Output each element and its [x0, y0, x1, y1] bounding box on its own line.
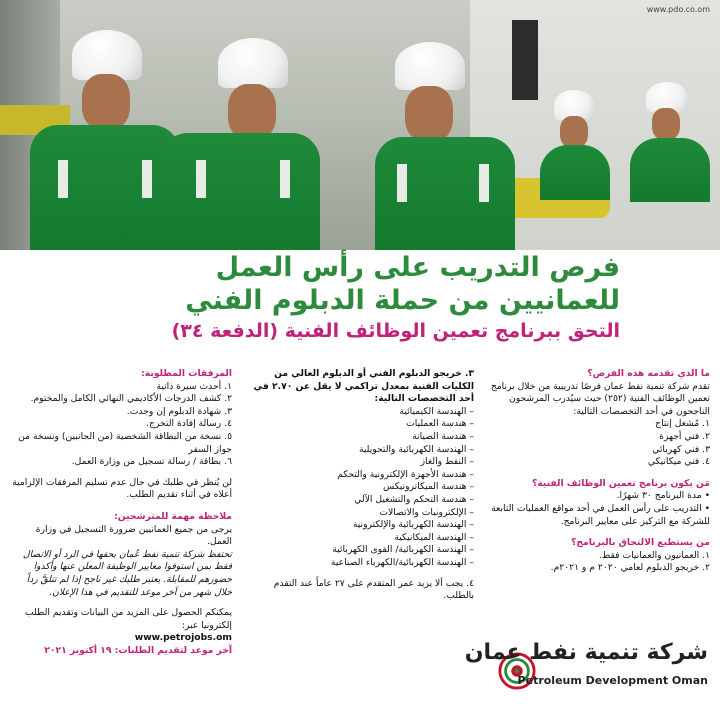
eligibility-item: ١. العمانيون والعمانيات فقط.	[598, 549, 710, 561]
attachments-note: لن يُنظر في طلبك في حال عدم تسليم المرفقات الإلزامية أعلاه في أثناء تقديم الطلب.	[12, 476, 232, 501]
photo-url: www.pdo.co.om	[646, 5, 710, 14]
specialty-item: – الهندسة الميكانيكية	[394, 531, 474, 543]
specialty-item: – الهندسة الكهربائية والتحويلية	[358, 443, 474, 455]
specialty-item: – الإلكترونيات والاتصالات	[379, 506, 474, 518]
attachment-item: ١. أحدث سيرة ذاتية	[156, 380, 232, 392]
offer-item: ١. مُشغل إنتاج	[655, 418, 710, 430]
attachment-item: ٦. بطاقة / رسالة تسجيل من وزارة العمل.	[71, 456, 232, 468]
specialty-item: – هندسة الأجهزة الإلكترونية والتحكم	[337, 468, 474, 480]
specialty-item: – الهندسة الكهربائية والإلكترونية	[352, 519, 474, 531]
apply-link[interactable]: www.petrojobs.om	[134, 632, 232, 644]
specialty-item: – هندسة الميكاترونيكس	[383, 481, 474, 493]
notice-italic: تحتفظ شركة تنمية نفط عُمان بحقها في الرد أو الاتصال فقط بمن استوفوا معايير الوظيفة المعلن عنها وأكدوا حضورهم للمقابلة. يعتبر طلبك غير ناجح إذا لم تتلقَّ رداً خلال شهر من آخر موعد للتقديم في هذا الإعلان.	[22, 548, 232, 598]
offer-text: تقدم شركة تنمية نفط عمان فرصًا تدريبية من خلال برنامج تعمين الوظائف الفنية (٢٥٢) حيث سيُدرب المرشحون الناجحون في أحد التخصصات التالية:	[490, 380, 710, 417]
heading-line-3: التحق ببرنامج تعمين الوظائف الفنية (الدفعة ٣٤)	[171, 320, 620, 342]
worker-1	[30, 30, 180, 250]
worker-4	[540, 90, 610, 200]
heading-line-1: فرص التدريب على رأس العمل	[215, 252, 620, 283]
offer-item: ٤. فني ميكانيكي	[647, 456, 710, 468]
dark-pillar	[512, 20, 538, 100]
candidates-item: • التدريب على رأس العمل في أحد مواقع العمليات التابعة للشركة مع التركيز على معايير البرنامج.	[491, 502, 710, 527]
specialty-item: – الهندسة الكهربائية/ القوى الكهربائية	[332, 544, 474, 556]
column-middle	[248, 368, 474, 603]
notice-title: ملاحظة مهمة للمترشحين:	[114, 510, 232, 522]
attachment-item: ٤. رسالة إفادة التخرج.	[146, 418, 232, 430]
hero-photo	[0, 0, 720, 250]
logo-english-name: Petroleum Development Oman	[517, 674, 708, 687]
column-left	[8, 368, 232, 657]
specialty-item: – هندسة الصيانة	[412, 430, 474, 442]
notice-text: يرجى من جميع العمانيين ضرورة التسجيل في وزارة العمل.	[35, 523, 232, 548]
specialty-item: – النفط والغاز	[420, 456, 474, 468]
worker-3	[375, 42, 515, 250]
specialty-item: – هندسة التحكم والتشغيل الآلي	[354, 493, 474, 505]
specialty-item: – الهندسة الكيميائية	[399, 405, 474, 417]
offer-title: ما الذي تقدمه هذه الفرص؟	[587, 368, 710, 379]
offer-item: ٢. فني أجهزة	[659, 430, 710, 442]
specialty-item: – الهندسة الكهربائية/الكهرباء الصناعية	[330, 556, 474, 568]
logo-arabic-name: شركة تنمية نفط عمان	[464, 640, 708, 665]
heading-line-2: للعمانيين من حملة الدبلوم الفني	[185, 285, 620, 316]
worker-5	[630, 82, 710, 202]
worker-2	[160, 38, 320, 250]
item3-title: ٣. خريجو الدبلوم الفني أو الدبلوم العالي من الكليات الفنية بمعدل تراكمي لا يقل عن ٢.٧٠ في أحد التخصصات التالية:	[253, 368, 474, 405]
offer-item: ٣. فني كهربائي	[652, 443, 710, 455]
attachment-item: ٥. نسخة من البطاقة الشخصية (من الجانبين) ونسخة من جواز السفر	[18, 430, 232, 455]
pdo-logo	[464, 640, 708, 700]
attachment-item: ٢. كشف الدرجات الأكاديمي النهائي الكامل والمختوم.	[30, 393, 232, 405]
eligibility-title: من يستطيع الالتحاق بالبرنامج؟	[571, 537, 710, 549]
deadline-text: آخر موعد لتقديم الطلبات: ١٩ أكتوبر ٢٠٢١	[44, 644, 232, 656]
specialty-item: – هندسة العمليات	[406, 418, 474, 430]
apply-text: يمكنكم الحصول على المزيد من البيانات وتقديم الطلب إلكترونيا عبر:	[24, 607, 232, 631]
attachment-item: ٣. شهادة الدبلوم إن وجدت.	[126, 405, 232, 417]
attachments-title: المرفقات المطلوبة:	[141, 368, 232, 379]
candidates-item: • مدة البرنامج ٣٠ شهرًا.	[616, 490, 710, 502]
item4-text: ٤. يجب ألا يزيد عمر المتقدم على ٢٧ عاماً عند التقدم بالطلب.	[273, 577, 474, 602]
candidates-title: مَن يكون برنامج تعمين الوظائف الفنية؟	[532, 477, 710, 489]
column-right	[488, 368, 710, 575]
eligibility-item: ٢. خريجو الدبلوم لعامي ٢٠٢٠ م و ٢٠٢١م.	[550, 562, 710, 574]
